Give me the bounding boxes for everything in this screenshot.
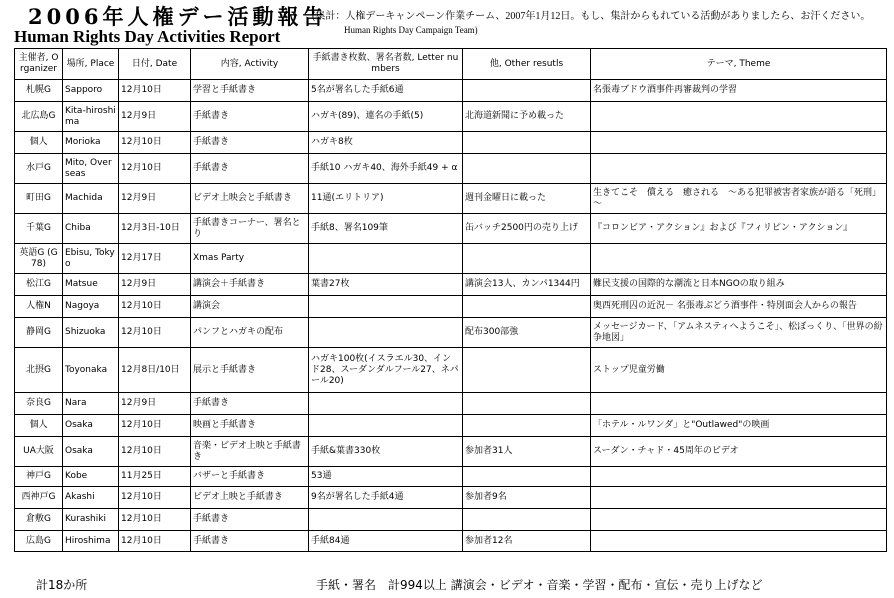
cell-date: 12月10日 — [119, 487, 191, 509]
cell-theme — [591, 531, 887, 552]
cell-place: Kobe — [63, 467, 119, 487]
cell-date: 12月9日 — [119, 184, 191, 214]
cell-date: 12月10日 — [119, 296, 191, 318]
cell-other: 参加者9名 — [463, 487, 591, 509]
cell-letters: ハガキ(89)、連名の手紙(5) — [309, 102, 463, 132]
cell-activity: ビデオ上映と手紙書き — [191, 487, 309, 509]
cell-date: 12月10日 — [119, 80, 191, 102]
header-letters: 手紙書き枚数、署名者数, Letter numbers — [309, 49, 463, 80]
cell-letters: 葉書27枚 — [309, 274, 463, 296]
cell-other: 缶バッチ2500円の売り上げ — [463, 214, 591, 244]
table-row — [15, 318, 887, 348]
cell-organizer: 町田G — [15, 184, 63, 214]
table-row — [15, 80, 887, 102]
cell-date: 11月25日 — [119, 467, 191, 487]
cell-activity: ビデオ上映会と手紙書き — [191, 184, 309, 214]
cell-date: 12月10日 — [119, 154, 191, 184]
header-other: 他, Other resutls — [463, 49, 591, 80]
cell-activity: 手紙書き — [191, 132, 309, 154]
cell-date: 12月10日 — [119, 531, 191, 552]
cell-date: 12月10日 — [119, 509, 191, 531]
cell-theme — [591, 244, 887, 274]
header-date: 日付, Date — [119, 49, 191, 80]
activities-table — [14, 48, 887, 552]
cell-organizer: 松江G — [15, 274, 63, 296]
cell-letters — [309, 415, 463, 437]
cell-organizer: 奈良G — [15, 393, 63, 415]
cell-activity: 講演会 — [191, 296, 309, 318]
cell-activity: 映画と手紙書き — [191, 415, 309, 437]
cell-date: 12月10日 — [119, 132, 191, 154]
cell-other: 北海道新聞に予め載った — [463, 102, 591, 132]
cell-theme — [591, 132, 887, 154]
cell-date: 12月9日 — [119, 393, 191, 415]
table-row — [15, 437, 887, 467]
cell-theme — [591, 509, 887, 531]
cell-place: Hiroshima — [63, 531, 119, 552]
cell-date: 12月10日 — [119, 318, 191, 348]
cell-letters: 53通 — [309, 467, 463, 487]
cell-organizer: 西神戸G — [15, 487, 63, 509]
cell-place: Toyonaka — [63, 348, 119, 393]
cell-other: 参加者12名 — [463, 531, 591, 552]
cell-activity: 手紙書き — [191, 102, 309, 132]
cell-organizer: 倉敷G — [15, 509, 63, 531]
cell-theme: ストップ児童労働 — [591, 348, 887, 393]
cell-letters — [309, 296, 463, 318]
cell-letters: 手紙84通 — [309, 531, 463, 552]
table-row — [15, 214, 887, 244]
cell-letters — [309, 244, 463, 274]
cell-place: Sapporo — [63, 80, 119, 102]
cell-theme — [591, 102, 887, 132]
cell-letters: ハガキ8枚 — [309, 132, 463, 154]
cell-theme: メッセージカード、「アムネスティへようこそ」、松ぼっくり、「世界の紛争地図」 — [591, 318, 887, 348]
cell-organizer: 北摂G — [15, 348, 63, 393]
table-row — [15, 348, 887, 393]
compilation-note: (集計：人権デーキャンペーン作業チーム、2007年1月12日。もし、集計からもれている活動がありましたら、お汗ください。 — [312, 11, 871, 22]
header-theme: テーマ, Theme — [591, 49, 887, 80]
cell-letters — [309, 318, 463, 348]
cell-other — [463, 80, 591, 102]
cell-letters: 手紙&葉書330枚 — [309, 437, 463, 467]
cell-organizer: 人権N — [15, 296, 63, 318]
cell-organizer: 札幌G — [15, 80, 63, 102]
cell-other — [463, 393, 591, 415]
cell-place: Ebisu, Tokyo — [63, 244, 119, 274]
cell-date: 12月3日-10日 — [119, 214, 191, 244]
cell-organizer: 水戸G — [15, 154, 63, 184]
cell-place: Osaka — [63, 437, 119, 467]
cell-organizer: 神戸G — [15, 467, 63, 487]
cell-other — [463, 154, 591, 184]
cell-place: Nara — [63, 393, 119, 415]
table-row — [15, 415, 887, 437]
cell-activity: 手紙書き — [191, 509, 309, 531]
cell-activity: 講演会＋手紙書き — [191, 274, 309, 296]
cell-place: Chiba — [63, 214, 119, 244]
cell-organizer: 北広島G — [15, 102, 63, 132]
cell-other — [463, 348, 591, 393]
cell-organizer: 静岡G — [15, 318, 63, 348]
cell-letters: 手紙8、署名109筆 — [309, 214, 463, 244]
table-row — [15, 531, 887, 552]
cell-place: Mito, Overseas — [63, 154, 119, 184]
cell-letters — [309, 393, 463, 415]
cell-organizer: 個人 — [15, 415, 63, 437]
cell-theme — [591, 393, 887, 415]
cell-theme: 『コロンビア・アクション』および『フィリピン・アクション』 — [591, 214, 887, 244]
total-places: 計18か所 — [36, 578, 88, 592]
cell-letters: 11通(エリトリア) — [309, 184, 463, 214]
cell-place: Kurashiki — [63, 509, 119, 531]
cell-place: Osaka — [63, 415, 119, 437]
cell-theme — [591, 487, 887, 509]
cell-date: 12月17日 — [119, 244, 191, 274]
cell-theme: 難民支援の国際的な潮流と日本NGOの取り組み — [591, 274, 887, 296]
cell-other — [463, 244, 591, 274]
table-row — [15, 102, 887, 132]
table-row — [15, 487, 887, 509]
cell-place: Machida — [63, 184, 119, 214]
table-row — [15, 244, 887, 274]
cell-activity: 手紙書き — [191, 531, 309, 552]
cell-place: Nagoya — [63, 296, 119, 318]
cell-place: Matsue — [63, 274, 119, 296]
cell-date: 12月10日 — [119, 415, 191, 437]
cell-letters: ハガキ100枚(イスラエル30、インド28、スーダンダルフール27、ネパール20) — [309, 348, 463, 393]
cell-activity: Xmas Party — [191, 244, 309, 274]
cell-theme: 生きてこそ 償える 癒される ～ある犯罪被害者家族が語る「死刑」～ — [591, 184, 887, 214]
header-place: 場所, Place — [63, 49, 119, 80]
cell-letters: 手紙10 ハガキ40、海外手紙49 + α — [309, 154, 463, 184]
total-summary: 手紙・署名 計994以上 講演会・ビデオ・音楽・学習・配布・宣伝・売り上げなど — [316, 578, 763, 592]
cell-activity: バザーと手紙書き — [191, 467, 309, 487]
cell-organizer: 個人 — [15, 132, 63, 154]
cell-activity: 音楽・ビデオ上映と手紙書き — [191, 437, 309, 467]
table-row — [15, 154, 887, 184]
cell-theme: 名張毒ブドウ酒事件再審裁判の学習 — [591, 80, 887, 102]
cell-activity: 学習と手紙書き — [191, 80, 309, 102]
table-row — [15, 296, 887, 318]
cell-date: 12月9日 — [119, 274, 191, 296]
cell-place: Morioka — [63, 132, 119, 154]
cell-theme: 「ホテル・ルワンダ」と"Outlawed"の映画 — [591, 415, 887, 437]
cell-activity: 展示と手紙書き — [191, 348, 309, 393]
page-title-jp: 2006年人権デー活動報告 — [28, 4, 328, 29]
cell-other — [463, 415, 591, 437]
cell-date: 12月8日/10日 — [119, 348, 191, 393]
cell-activity: 手紙書き — [191, 154, 309, 184]
cell-date: 12月10日 — [119, 437, 191, 467]
cell-theme — [591, 467, 887, 487]
cell-place: Kita-hiroshima — [63, 102, 119, 132]
table-row — [15, 184, 887, 214]
table-row — [15, 509, 887, 531]
cell-activity: 手紙書きコーナー、署名とり — [191, 214, 309, 244]
cell-letters: 9名が署名した手紙4通 — [309, 487, 463, 509]
cell-other: 週刊金曜日に載った — [463, 184, 591, 214]
cell-organizer: 英語G (G78) — [15, 244, 63, 274]
header-activity: 内容, Activity — [191, 49, 309, 80]
cell-activity: パンフとハガキの配布 — [191, 318, 309, 348]
cell-other — [463, 467, 591, 487]
cell-other — [463, 296, 591, 318]
cell-other — [463, 509, 591, 531]
header-organizer: 主催者, Organizer — [15, 49, 63, 80]
table-header-row — [15, 49, 887, 80]
cell-theme — [591, 154, 887, 184]
table-body — [15, 80, 887, 552]
cell-other — [463, 132, 591, 154]
cell-place: Shizuoka — [63, 318, 119, 348]
compilation-note-team: Human Rights Day Campaign Team) — [344, 25, 478, 35]
cell-theme: スーダン・チャド・45周年のビデオ — [591, 437, 887, 467]
cell-place: Akashi — [63, 487, 119, 509]
cell-organizer: 千葉G — [15, 214, 63, 244]
cell-letters — [309, 509, 463, 531]
cell-letters: 5名が署名した手紙6通 — [309, 80, 463, 102]
page-title-en: Human Rights Day Activities Report — [14, 27, 281, 46]
cell-theme: 奥西死刑囚の近況－ 名張毒ぶどう酒事件・特別面会人からの報告 — [591, 296, 887, 318]
table-row — [15, 274, 887, 296]
table-row — [15, 132, 887, 154]
cell-activity: 手紙書き — [191, 393, 309, 415]
cell-organizer: 広島G — [15, 531, 63, 552]
cell-other: 講演会13人、カンパ1344円 — [463, 274, 591, 296]
cell-date: 12月9日 — [119, 102, 191, 132]
cell-organizer: UA大阪 — [15, 437, 63, 467]
table-row — [15, 393, 887, 415]
cell-other: 配布300部強 — [463, 318, 591, 348]
table-row — [15, 467, 887, 487]
cell-other: 参加者31人 — [463, 437, 591, 467]
